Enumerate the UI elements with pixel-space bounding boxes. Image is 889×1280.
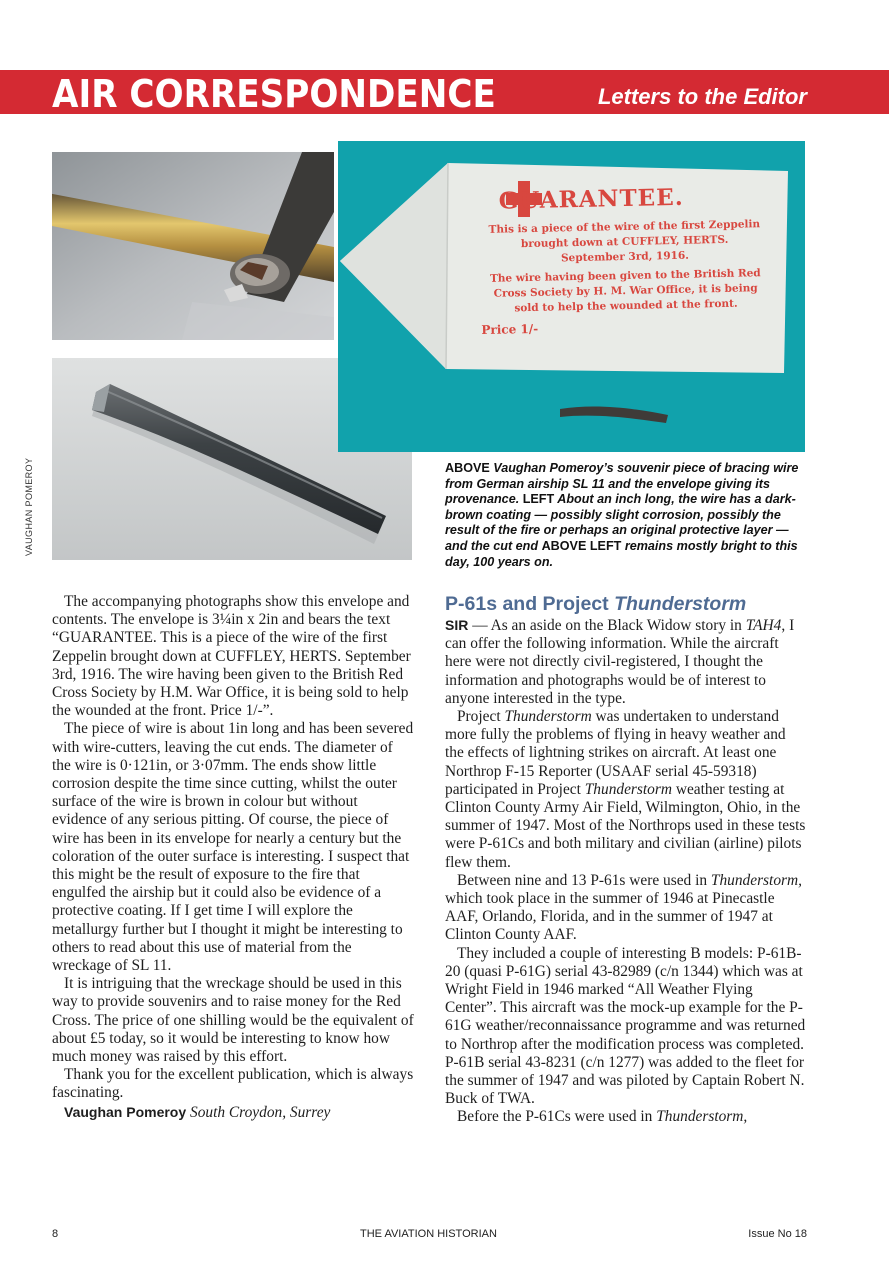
paragraph: The piece of wire is about 1in long and has been severed with wire-cutters, leaving the cut ends. The diameter of the wire is 0·121in, or 3·07mm. The ends show little corrosion despite the time since cutting, whilst the outer surface of the wire is brown in colour but without evidence of any serious pitting. Of course, the piece of wire has been in its envelope for nearly a century but the coloration of the outer surface is interesting. I suspect that this might be the result of exposure to the fire that engulfed the airship but it could also be evidence of a protective coating. If I get time I will explore the metallurgy further but I thought it might be interesting to others to read about this use of material from the wreckage of SL 11.: [52, 720, 414, 975]
right-column-letter: [445, 593, 807, 1127]
envelope-title: GUARANTEE.: [498, 183, 685, 215]
magazine-name: THE AVIATION HISTORIAN: [360, 1228, 497, 1240]
page-number: 8: [52, 1228, 59, 1240]
section-header-subtitle: Letters to the Editor: [597, 84, 807, 109]
caption-label-above-left: ABOVE LEFT: [541, 538, 622, 553]
letter-heading-italic: Thunderstorm: [614, 593, 747, 615]
issue-number: Issue No 18: [748, 1228, 807, 1240]
sir-label: SIR: [445, 617, 469, 633]
envelope-line: sold to help the wounded at the front.: [514, 297, 738, 315]
caption-text: Vaughan Pomeroy’s souvenir piece of bracing wire from German airship SL 11 and the envelope giving its provenance.: [445, 461, 799, 507]
letter-signature: [52, 1103, 414, 1122]
caption-text: remains mostly bright to this day, 100 years on.: [445, 538, 798, 569]
envelope-price: Price 1/-: [481, 321, 539, 338]
caption-label-above: ABOVE: [445, 461, 490, 475]
left-column-letter: [52, 593, 414, 1122]
photo-caption: [445, 461, 807, 570]
envelope-line: brought down at CUFFLEY, HERTS.: [520, 233, 729, 251]
photo-wire-cut-end: [52, 152, 334, 340]
paragraph: The accompanying photographs show this envelope and contents. The envelope is 3¼in x 2in and bears the text “GUARANTEE. This is a piece of the wire of the first Zeppelin brought down at CUFFLEY, HERTS. September 3rd, 1916. The wire having been given to the British Red Cross Society by H.M. War Office, it is being sold to help the wounded at the front. Price 1/-”.: [52, 593, 411, 720]
signature-name: Vaughan Pomeroy: [64, 1103, 187, 1120]
photo-credit: VAUGHAN POMEROY: [24, 457, 34, 556]
envelope-line: September 3rd, 1916.: [560, 249, 689, 265]
letter-heading: [445, 593, 807, 615]
paragraph: Project Thunderstorm was undertaken to understand more fully the problems of flying in heavy weather and the effects of lightning strikes on aircraft. At least one Northrop F-15 Reporter (USAAF serial 45-59318) participated in Project Thunderstorm weather testing at Clinton County Army Air Field, Wilmington, Ohio, in the summer of 1947. Most of the Northrops used in these tests were P-61Cs and both military and civilian (airline) pilots flew them.: [445, 708, 806, 871]
paragraph: Thank you for the excellent publication, which is always fascinating.: [52, 1066, 414, 1102]
caption-label-left: LEFT: [522, 492, 555, 507]
envelope-line: The wire having been given to the British Red: [489, 267, 761, 285]
envelope-text: [458, 182, 791, 338]
letter-heading-text: P-61s and Project: [445, 593, 615, 615]
paragraph: Before the P-61Cs were used in Thunderstorm,: [457, 1108, 748, 1126]
section-header-title: AIR CORRESPONDENCE: [52, 72, 496, 116]
paragraph: It is intriguing that the wreckage should be used in this way to provide souvenirs and to raise money for the Red Cross. The price of one shilling would be the equivalent of about £5 today, so it would be interesting to know how much money was raised by this effort.: [52, 975, 414, 1066]
paragraph: They included a couple of interesting B models: P-61B-20 (quasi P-61G) serial 43-82989 (c/n 1344) which was at Wright Field in 1946 marked “All Weather Flying Center”. This aircraft was the mock-up example for the P-61G weather/reconnaissance programme and was returned to Northrop after the modification process was completed. P-61B serial 43-8231 (c/n 1277) was added to the fleet for the summer of 1947 and was piloted by Captain Robert N. Buck of TWA.: [445, 944, 806, 1108]
envelope-line: Cross Society by H. M. War Office, it is being: [493, 282, 758, 300]
caption-text: About an inch long, the wire has a dark-brown coating — possibly slight corrosion, possibly the result of the fire or perhaps an original protective layer — and the cut end: [445, 492, 796, 553]
envelope-line: This is a piece of the wire of the first Zeppelin: [488, 218, 761, 236]
paragraph: SIR — As an aside on the Black Widow story in TAH4, I can offer the following information. While the aircraft here were not directly civil-registered, I thought the information and photographs would be of interest to anyone interested in the type.: [445, 617, 795, 707]
signature-location: South Croydon, Surrey: [190, 1103, 331, 1121]
paragraph: Between nine and 13 P-61s were used in Thunderstorm, which took place in the summer of 1946 at Pinecastle AAF, Orlando, Florida, and in the summer of 1947 at Clinton County AAF.: [445, 871, 802, 944]
